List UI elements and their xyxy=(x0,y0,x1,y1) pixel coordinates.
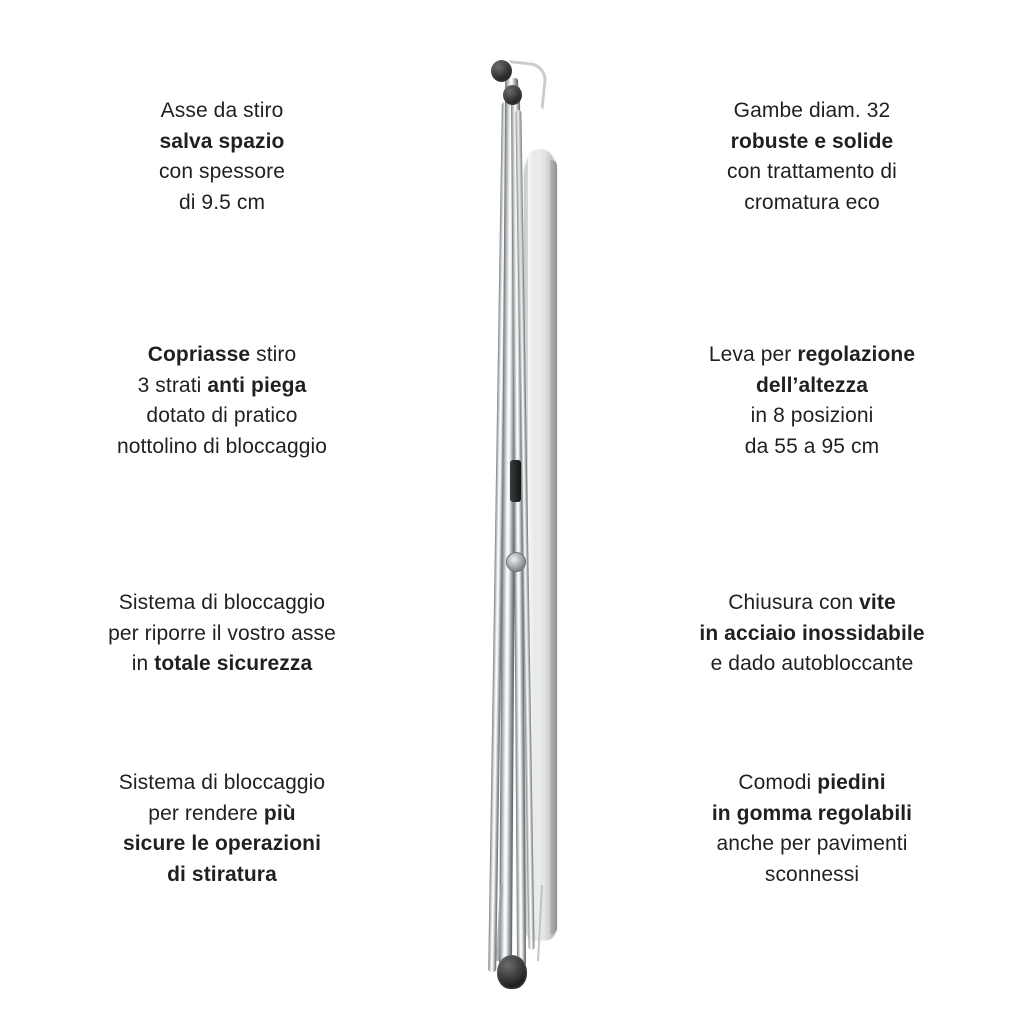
callout-line: con trattamento di xyxy=(727,160,897,184)
callout-sistema-bloccaggio-operazioni xyxy=(22,768,422,891)
callout-line: dotato di pratico xyxy=(146,404,298,428)
callout-line: dell’altezza xyxy=(755,373,869,397)
height-adjust-joint xyxy=(506,552,526,572)
callout-line: Gambe diam. 32 xyxy=(733,99,891,122)
callout-line: di stiratura xyxy=(167,862,277,886)
callout-line: robuste e solide xyxy=(730,129,894,153)
ironing-board-illustration xyxy=(462,40,592,1000)
callout-line: Sistema di bloccaggio xyxy=(118,771,326,794)
callout-line: cromatura eco xyxy=(744,190,880,214)
board-cover-edge xyxy=(550,160,557,935)
callout-sistema-bloccaggio-riporre xyxy=(22,588,422,680)
rubber-foot xyxy=(497,955,527,989)
callout-line: con spessore xyxy=(158,160,286,184)
callout-gambe xyxy=(612,96,1012,219)
callout-line: in gomma regolabili xyxy=(711,801,913,825)
callout-line: Comodi piedini xyxy=(738,771,886,794)
callout-line: da 55 a 95 cm xyxy=(744,434,880,458)
top-end-cap-primary xyxy=(491,60,512,82)
callout-line: sicure le operazioni xyxy=(122,832,322,856)
callout-line: per rendere più xyxy=(148,801,296,825)
callout-line: di 9.5 cm xyxy=(178,190,266,214)
callout-line: Asse da stiro xyxy=(160,99,284,122)
callout-line: salva spazio xyxy=(159,129,285,153)
locking-clip xyxy=(510,460,521,502)
callout-piedini xyxy=(612,768,1012,891)
callout-line: nottolino di bloccaggio xyxy=(116,434,328,458)
callout-regolazione-altezza xyxy=(612,340,1012,463)
callout-line: Sistema di bloccaggio xyxy=(118,591,326,614)
callout-line: 3 strati anti piega xyxy=(137,373,307,397)
callout-line: in acciaio inossidabile xyxy=(699,621,925,645)
callout-line: e dado autobloccante xyxy=(710,652,914,676)
callout-copriasse xyxy=(22,340,422,463)
lower-brace xyxy=(496,885,543,961)
top-end-cap-secondary xyxy=(503,85,522,105)
callout-line: in 8 posizioni xyxy=(750,404,874,428)
callout-line: in totale sicurezza xyxy=(131,652,313,676)
callout-line: Chiusura con vite xyxy=(728,591,896,614)
callout-salva-spazio xyxy=(22,96,422,219)
callout-line: anche per pavimenti xyxy=(716,832,908,856)
callout-line: Copriasse stiro xyxy=(147,343,297,366)
callout-chiusura-vite xyxy=(612,588,1012,680)
callout-line: sconnessi xyxy=(764,862,860,886)
callout-line: per riporre il vostro asse xyxy=(108,621,336,645)
callout-line: Leva per regolazione xyxy=(708,343,916,366)
